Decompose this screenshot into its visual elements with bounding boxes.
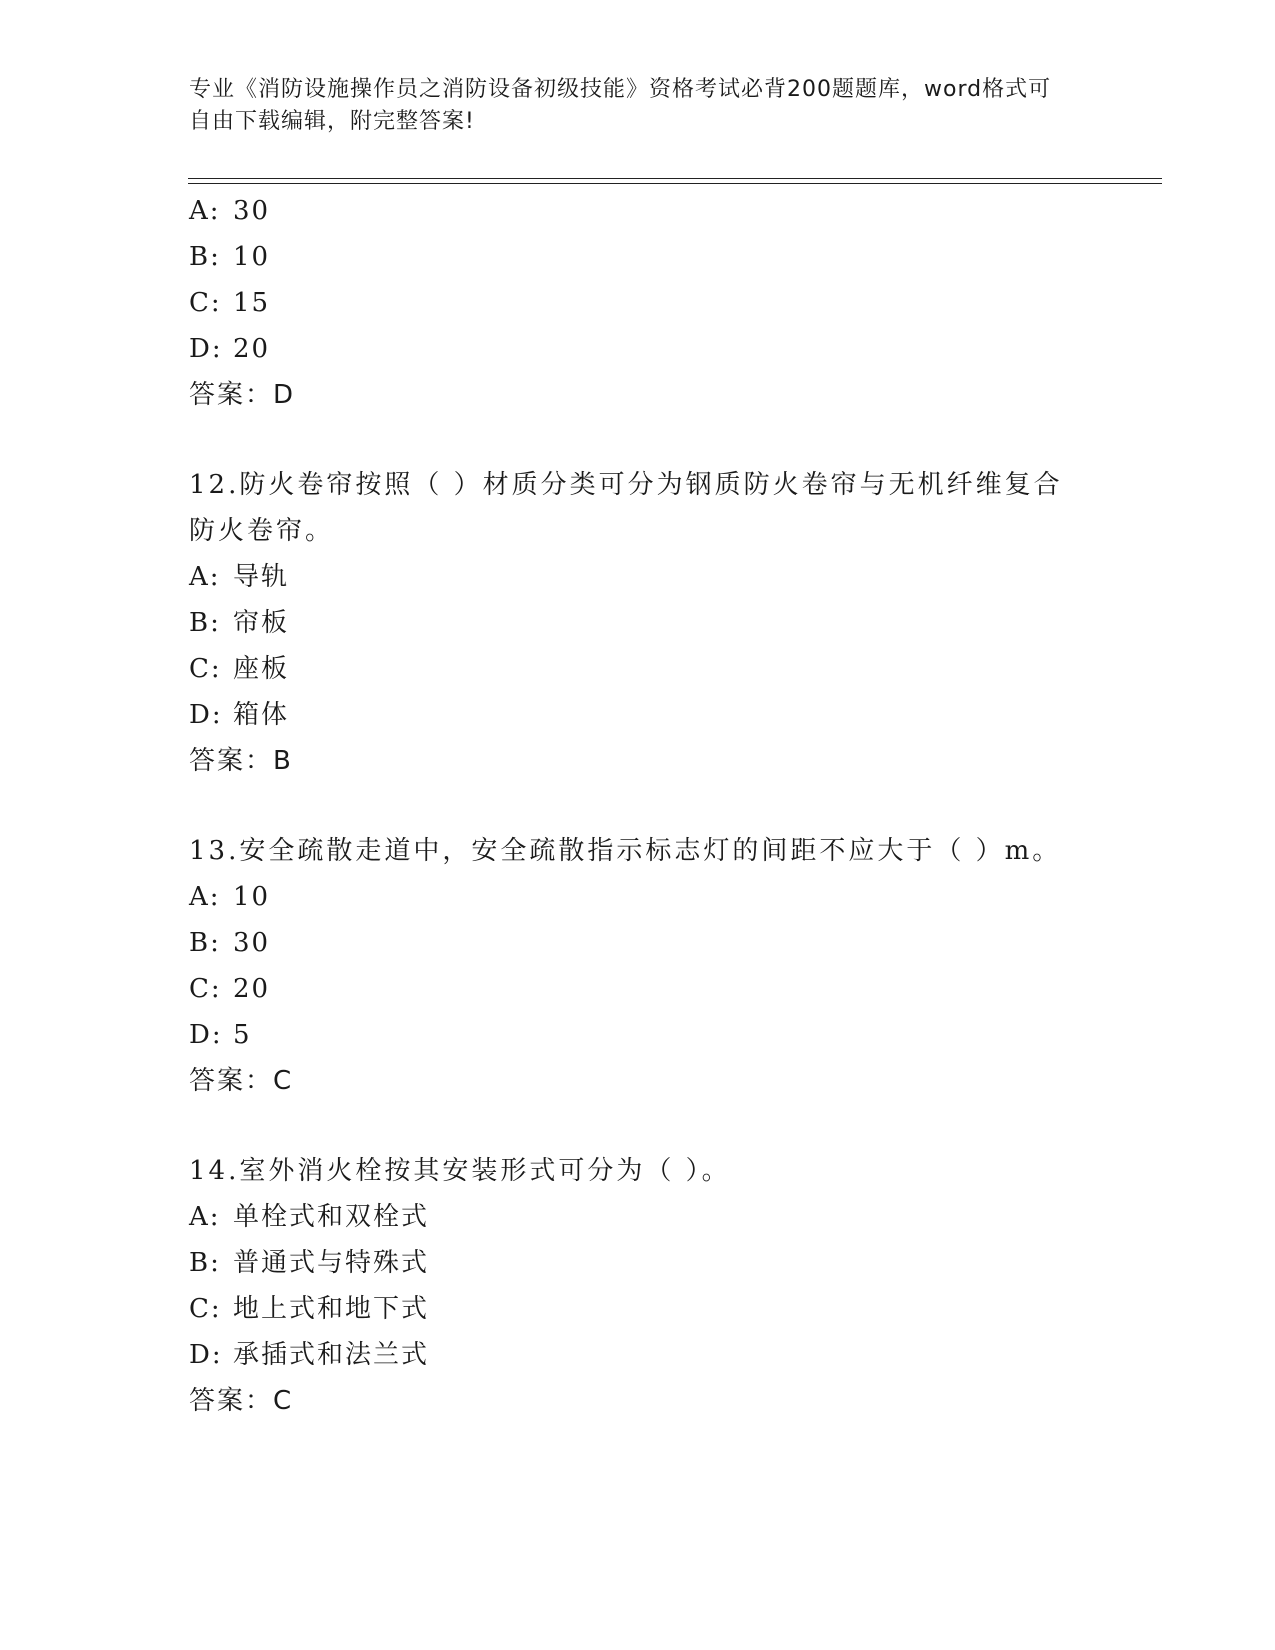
answer-line: 答案：C <box>189 1386 294 1416</box>
answer-line: 答案：C <box>189 1066 294 1096</box>
question-block <box>189 828 1089 1104</box>
option-a: A: 单栓式和双栓式 <box>189 1202 430 1232</box>
option-d: D: 5 <box>189 1020 252 1050</box>
option-b: B: 30 <box>189 928 271 958</box>
option-c: C: 20 <box>189 974 271 1004</box>
question-list <box>189 188 1089 1424</box>
question-block <box>189 462 1089 784</box>
option-c: C: 地上式和地下式 <box>189 1294 430 1324</box>
question-text: 13.安全疏散走道中，安全疏散指示标志灯的间距不应大于（ ）m。 <box>189 836 1062 866</box>
header-rule-top <box>188 178 1162 179</box>
answer-line: 答案：D <box>189 380 296 410</box>
question-block <box>189 188 1089 418</box>
question-text: 14.室外消火栓按其安装形式可分为（ ）。 <box>189 1156 731 1186</box>
option-d: D: 20 <box>189 334 271 364</box>
document-header-title: 专业《消防设施操作员之消防设备初级技能》资格考试必背200题题库，word格式可自由下载编辑，附完整答案! <box>189 77 1052 134</box>
option-b: B: 帘板 <box>189 608 290 638</box>
header-rule-bottom <box>188 183 1162 184</box>
option-b: B: 普通式与特殊式 <box>189 1248 430 1278</box>
option-a: A: 导轨 <box>189 562 290 592</box>
answer-line: 答案：B <box>189 746 293 776</box>
question-block <box>189 1148 1089 1424</box>
option-c: C: 座板 <box>189 654 290 684</box>
question-text: 12.防火卷帘按照（ ）材质分类可分为钢质防火卷帘与无机纤维复合防火卷帘。 <box>189 470 1063 546</box>
option-b: B: 10 <box>189 242 271 272</box>
option-d: D: 箱体 <box>189 700 290 730</box>
option-c: C: 15 <box>189 288 271 318</box>
option-a: A: 30 <box>189 196 271 226</box>
option-a: A: 10 <box>189 882 271 912</box>
option-d: D: 承插式和法兰式 <box>189 1340 430 1370</box>
